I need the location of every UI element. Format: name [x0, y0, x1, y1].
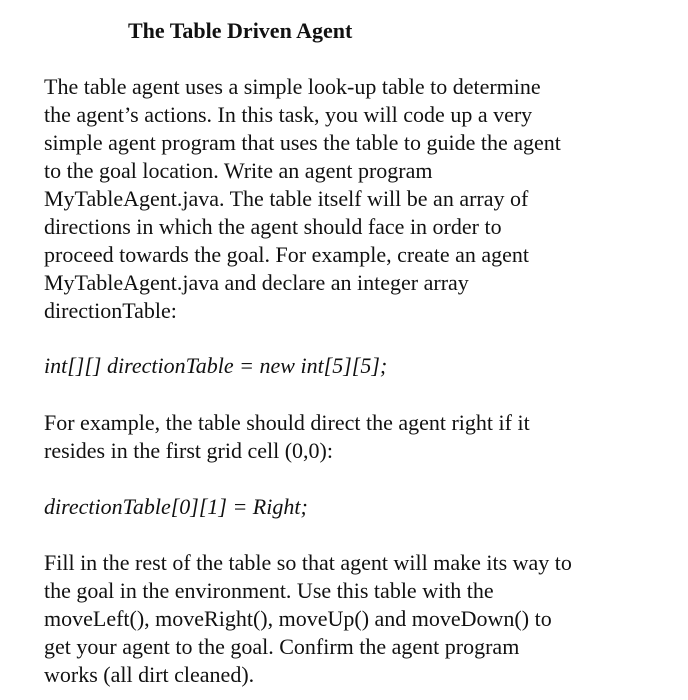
paragraph-line: get your agent to the goal. Confirm the agent program [44, 634, 520, 659]
paragraph-line: resides in the first grid cell (0,0): [44, 438, 333, 463]
intro-paragraph [44, 73, 561, 325]
paragraph-line: the goal in the environment. Use this table with the [44, 578, 494, 603]
paragraph-line: MyTableAgent.java and declare an integer array [44, 270, 469, 295]
example-assignment-code [44, 493, 308, 521]
paragraph-line: MyTableAgent.java. The table itself will be an array of [44, 186, 529, 211]
document-title: The Table Driven Agent [128, 18, 353, 43]
paragraph-line: the agent’s actions. In this task, you will code up a very [44, 102, 533, 127]
paragraph-line: works (all dirt cleaned). [44, 662, 255, 687]
example-paragraph [44, 409, 530, 465]
instructions-paragraph [44, 549, 572, 689]
paragraph-line: directions in which the agent should face in order to [44, 214, 502, 239]
paragraph-line: For example, the table should direct the agent right if it [44, 410, 530, 435]
paragraph-line: Fill in the rest of the table so that agent will make its way to [44, 550, 572, 575]
paragraph-line: to the goal location. Write an agent program [44, 158, 433, 183]
paragraph-line: directionTable: [44, 298, 177, 323]
code-line: directionTable[0][1] = Right; [44, 494, 308, 519]
array-declaration-code [44, 352, 387, 380]
paragraph-line: The table agent uses a simple look-up table to determine [44, 74, 541, 99]
paragraph-line: simple agent program that uses the table to guide the agent [44, 130, 561, 155]
paragraph-line: moveLeft(), moveRight(), moveUp() and moveDown() to [44, 606, 552, 631]
code-line: int[][] directionTable = new int[5][5]; [44, 353, 388, 378]
paragraph-line: proceed towards the goal. For example, create an agent [44, 242, 530, 267]
